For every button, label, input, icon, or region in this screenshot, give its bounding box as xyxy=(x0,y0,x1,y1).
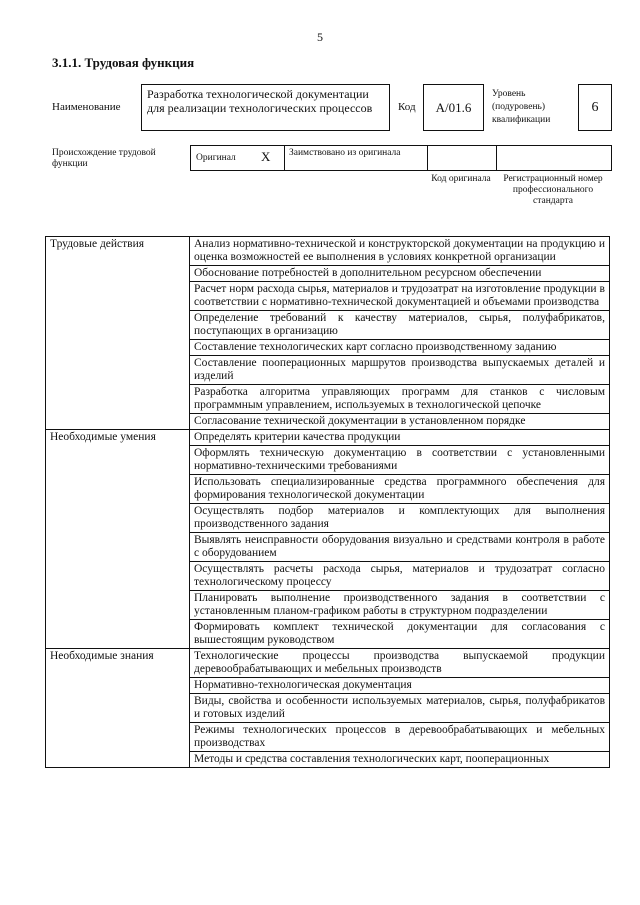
item-cell: Оформлять техническую документацию в соответствии с установленными нормативно-техническими требованиями xyxy=(190,446,610,475)
function-code-box: A/01.6 xyxy=(423,84,484,131)
item-cell: Согласование технической документации в установленном порядке xyxy=(190,414,610,430)
origin-label: Происхождение трудовой функции xyxy=(52,148,156,169)
item-cell: Нормативно-технологическая документация xyxy=(190,678,610,694)
section-title: 3.1.1. Трудовая функция xyxy=(52,55,195,70)
item-cell: Выявлять неисправности оборудования визуально и средствами контроля в работе с оборудованием xyxy=(190,533,610,562)
page-number: 5 xyxy=(317,30,323,44)
item-cell: Составление технологических карт согласно производственному заданию xyxy=(190,340,610,356)
registration-caption: Регистрационный номер профессионального стандарта xyxy=(503,174,603,206)
code-caption: Код оригинала xyxy=(431,174,491,184)
origin-row xyxy=(190,145,612,171)
item-cell: Режимы технологических процессов в деревообрабатывающих и мебельных производствах xyxy=(190,723,610,752)
section-title-cell: Необходимые умения xyxy=(46,430,190,649)
table-row xyxy=(46,649,610,678)
item-cell: Методы и средства составления технологических карт, пооперационных xyxy=(190,752,610,768)
item-cell: Составление пооперационных маршрутов производства выпускаемых деталей и изделий xyxy=(190,356,610,385)
item-cell: Осуществлять подбор материалов и комплектующих для выполнения производственного задания xyxy=(190,504,610,533)
item-cell: Анализ нормативно-технической и конструкторской документации на продукцию и оценка возможностей ее выполнения в условиях конкретной организации xyxy=(190,237,610,266)
original-code-cell xyxy=(427,145,497,171)
qualification-level-box: 6 xyxy=(578,84,612,131)
function-name-box: Разработка технологической документации для реализации технологических процессов xyxy=(141,84,390,131)
item-cell: Виды, свойства и особенности используемых материалов, сырья, полуфабрикатов и готовых изделий xyxy=(190,694,610,723)
borrowed-cell xyxy=(284,145,428,171)
item-cell: Определять критерии качества продукции xyxy=(190,430,610,446)
labor-function-table xyxy=(45,236,610,768)
name-label: Наименование xyxy=(52,101,121,113)
level-label: Уровень (подуровень) квалификации xyxy=(492,89,551,125)
original-mark: X xyxy=(261,149,271,164)
item-cell: Использовать специализированные средства программного обеспечения для формирования технологической документации xyxy=(190,475,610,504)
table-row xyxy=(46,237,610,266)
table-row xyxy=(46,430,610,446)
item-cell: Технологические процессы производства выпускаемой продукции деревообрабатывающих и мебельных производств xyxy=(190,649,610,678)
section-title-cell: Трудовые действия xyxy=(46,237,190,430)
item-cell: Расчет норм расхода сырья, материалов и трудозатрат на изготовление продукции в соответствии с нормативно-технической документацией и объемами производства xyxy=(190,282,610,311)
original-label: Оригинал xyxy=(196,153,236,163)
item-cell: Осуществлять расчеты расхода сырья, материалов и трудозатрат согласно технологическому процессу xyxy=(190,562,610,591)
item-cell: Разработка алгоритма управляющих программ для станков с числовым программным управлением, используемых в технологической цепочке xyxy=(190,385,610,414)
code-label: Код xyxy=(398,101,416,113)
item-cell: Обоснование потребностей в дополнительном ресурсном обеспечении xyxy=(190,266,610,282)
item-cell: Определение требований к качеству материалов, сырья, полуфабрикатов, поступающих в организацию xyxy=(190,311,610,340)
registration-number-cell xyxy=(496,145,612,171)
item-cell: Формировать комплект технической документации для согласования с вышестоящим руководством xyxy=(190,620,610,649)
section-title-cell: Необходимые знания xyxy=(46,649,190,768)
borrowed-label: Заимствовано из оригинала xyxy=(289,148,401,158)
item-cell: Планировать выполнение производственного задания в соответствии с установленным планом-графиком работы в структурном подразделении xyxy=(190,591,610,620)
original-cell xyxy=(190,145,285,171)
